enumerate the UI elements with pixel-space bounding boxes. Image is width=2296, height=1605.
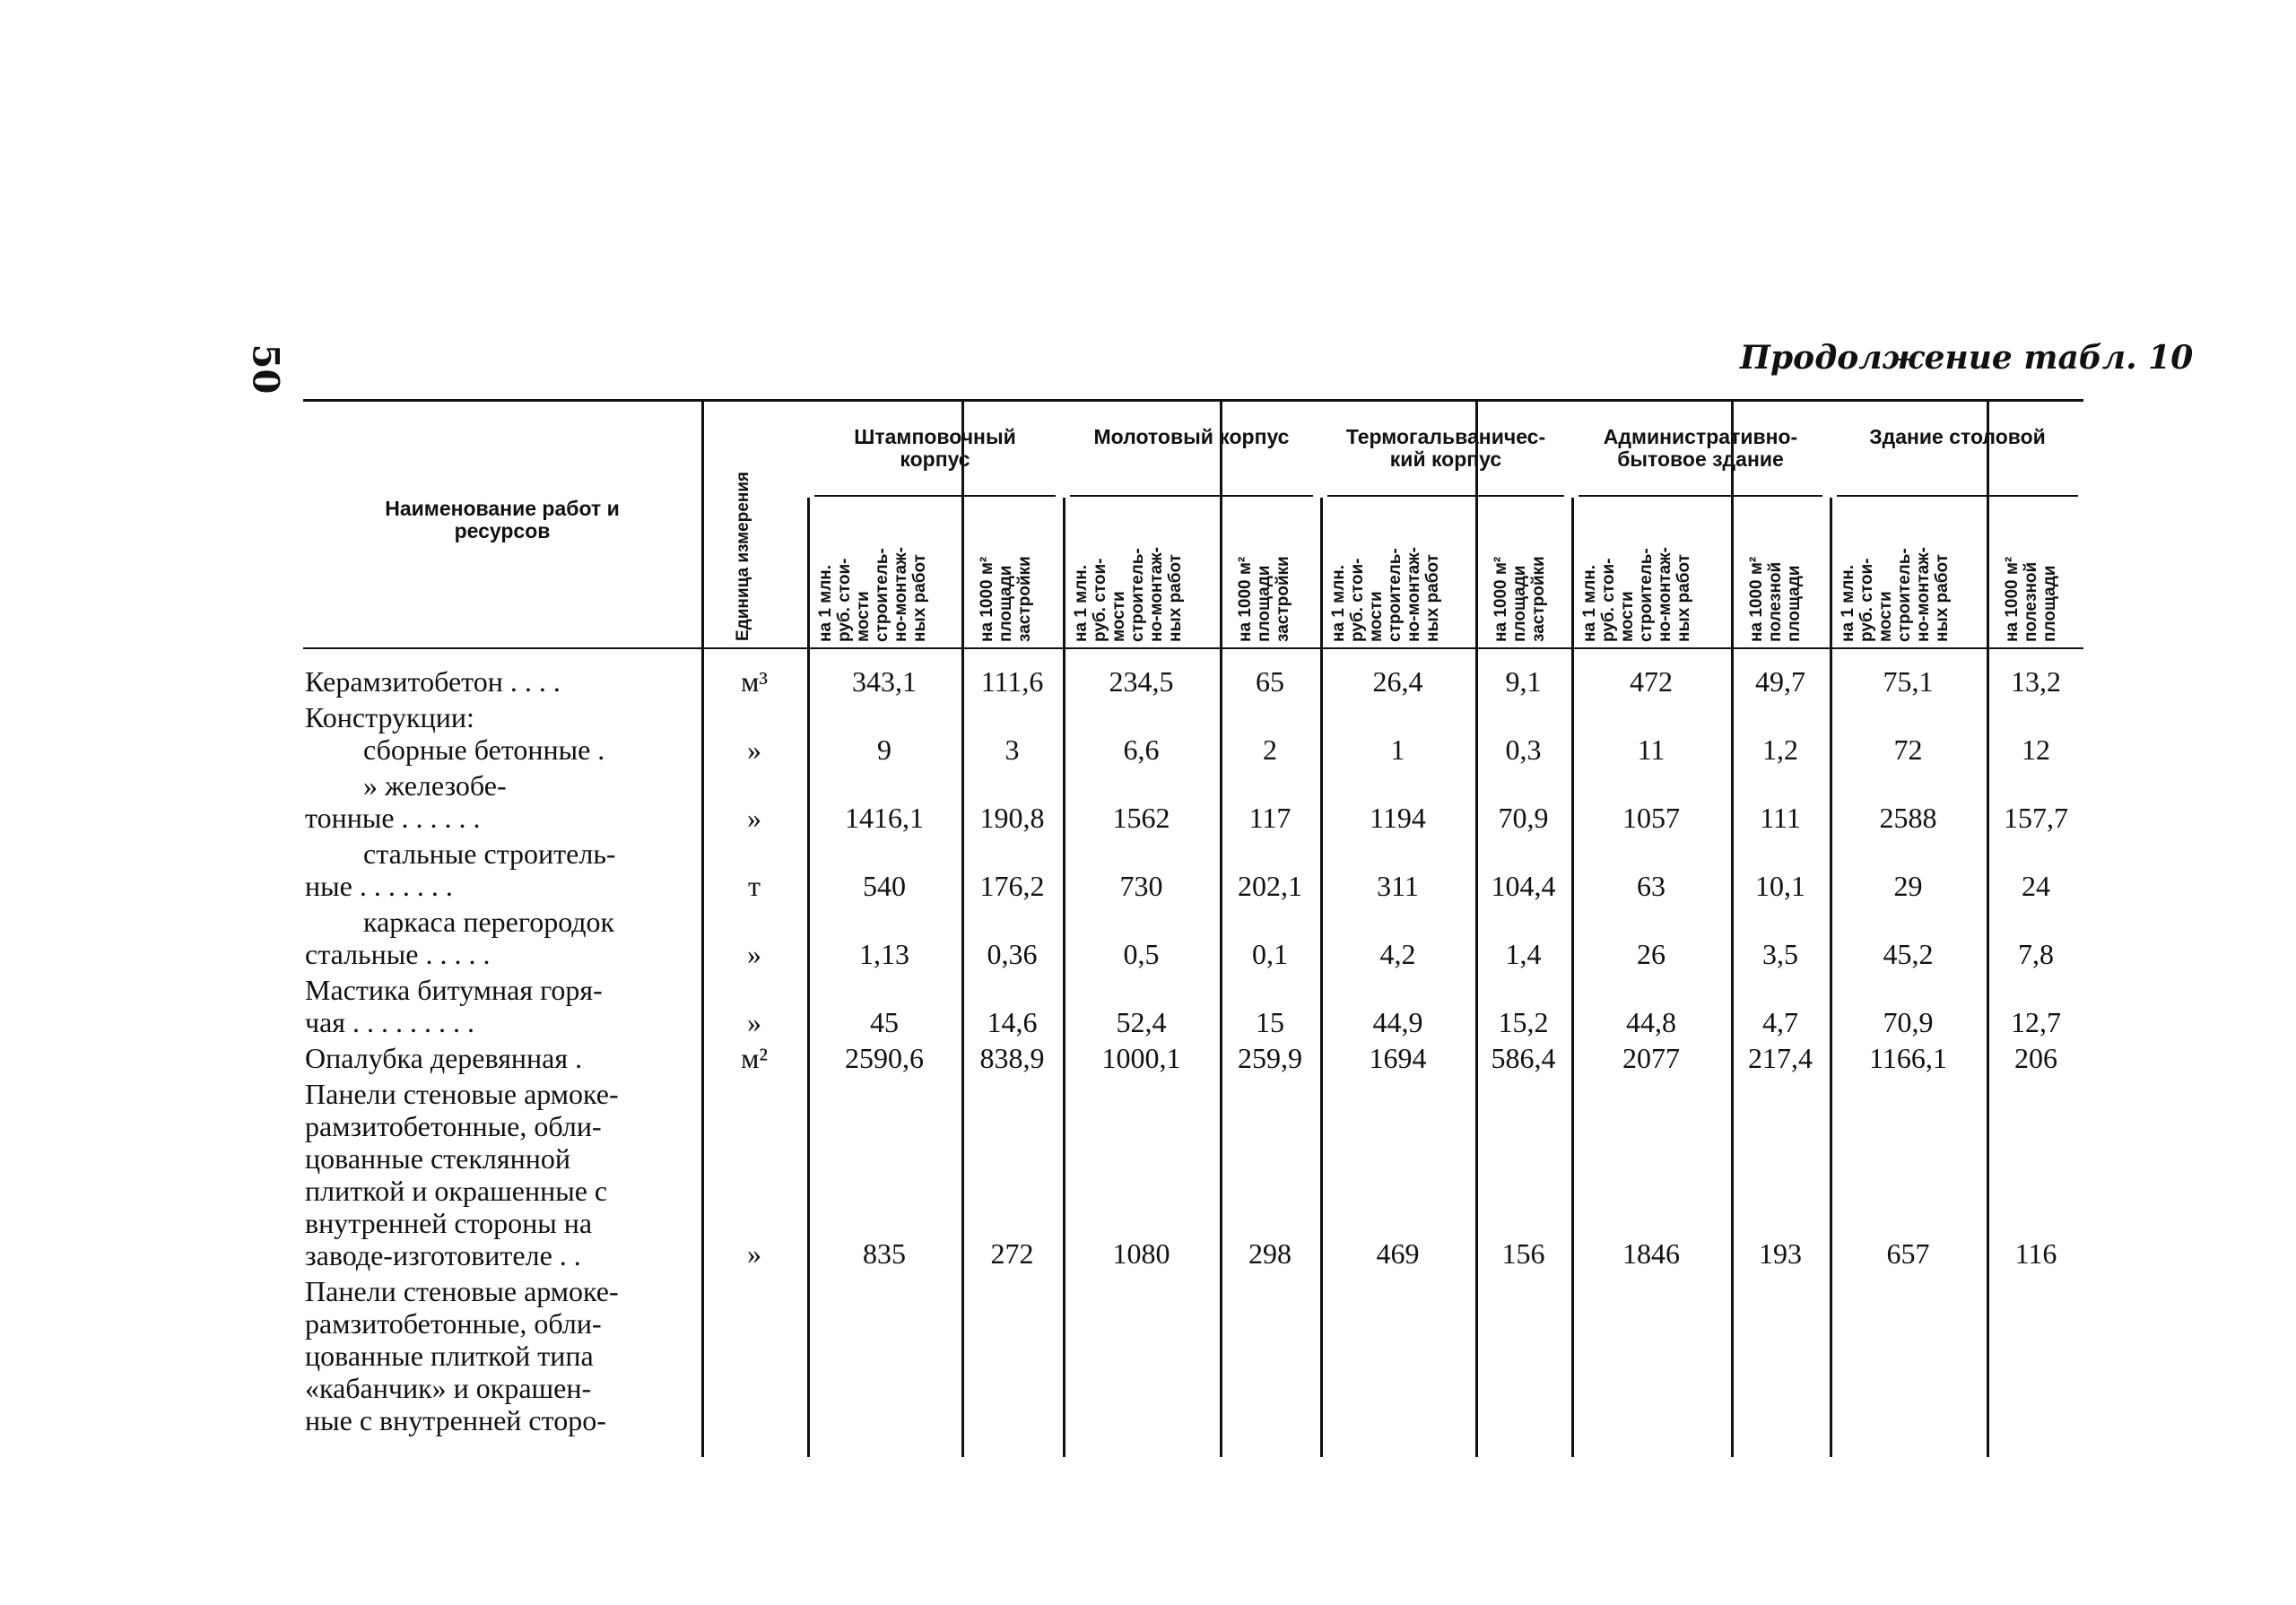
table-cell: 193 bbox=[1759, 1237, 1802, 1270]
table-cell: 6,6 bbox=[1123, 733, 1160, 766]
table-cell: 70,9 bbox=[1883, 1006, 1934, 1038]
table-cell: 190,8 bbox=[979, 802, 1045, 834]
row-name: заводе-изготовителе . . bbox=[305, 1239, 581, 1271]
header-subcolumn-per-1000m2: на 1000 м² площади застройки bbox=[1236, 556, 1292, 642]
table-cell: 14,6 bbox=[987, 1006, 1038, 1038]
header-subcolumn-per-1000m2: на 1000 м² площади застройки bbox=[978, 556, 1034, 642]
row-unit: т bbox=[748, 870, 761, 902]
row-unit: м² bbox=[741, 1042, 768, 1074]
table-cell: 44,8 bbox=[1626, 1006, 1676, 1038]
group-underline bbox=[1327, 495, 1564, 497]
table-cell: 157,7 bbox=[2004, 802, 2068, 834]
header-subcolumn-per-million: на 1 млн. руб. стои- мости строитель- но-монтаж- ных работ bbox=[1580, 547, 1693, 642]
table-cell: 117 bbox=[1248, 802, 1292, 834]
table-cell: 1694 bbox=[1369, 1042, 1427, 1074]
table-cell: 176,2 bbox=[979, 870, 1045, 902]
table-cell: 1000,1 bbox=[1101, 1042, 1181, 1074]
row-unit: » bbox=[747, 1006, 761, 1038]
header-unit-column: Единица измерения bbox=[734, 471, 752, 641]
table-cell: 65 bbox=[1256, 665, 1284, 698]
header-group-title: Штамповочный корпус bbox=[854, 425, 1016, 471]
table-cell: 12,7 bbox=[2011, 1006, 2061, 1038]
table-cell: 1,2 bbox=[1762, 733, 1798, 766]
column-divider bbox=[701, 399, 704, 1457]
table-cell: 586,4 bbox=[1491, 1042, 1556, 1074]
table-cell: 9,1 bbox=[1505, 665, 1542, 698]
table-cell: 298 bbox=[1248, 1237, 1292, 1270]
page-number: 50 bbox=[244, 343, 287, 395]
table-cell: 469 bbox=[1376, 1237, 1420, 1270]
table-cell: 13,2 bbox=[2011, 665, 2061, 698]
table-cell: 835 bbox=[863, 1237, 906, 1270]
table-cell: 2077 bbox=[1622, 1042, 1680, 1074]
row-name: рамзитобетонные, обли- bbox=[305, 1307, 602, 1340]
column-divider bbox=[1063, 498, 1065, 1457]
table-cell: 0,36 bbox=[987, 938, 1038, 970]
table-cell: 0,1 bbox=[1252, 938, 1288, 970]
column-divider bbox=[1220, 399, 1222, 1457]
row-name: Конструкции: bbox=[305, 701, 474, 733]
column-divider bbox=[1475, 399, 1478, 1457]
row-unit: » bbox=[747, 1237, 761, 1270]
table-cell: 540 bbox=[863, 870, 906, 902]
table-cell: 1,4 bbox=[1505, 938, 1542, 970]
row-unit: » bbox=[747, 802, 761, 834]
row-name: каркаса перегородок bbox=[363, 906, 615, 938]
column-divider bbox=[807, 498, 810, 1457]
table-cell: 45 bbox=[870, 1006, 899, 1038]
table-cell: 730 bbox=[1119, 870, 1163, 902]
table-cell: 156 bbox=[1501, 1237, 1545, 1270]
table-cell: 259,9 bbox=[1238, 1042, 1302, 1074]
table-cell: 70,9 bbox=[1498, 802, 1549, 834]
table-cell: 26 bbox=[1637, 938, 1665, 970]
column-divider bbox=[1731, 399, 1734, 1457]
row-name: чая . . . . . . . . . bbox=[305, 1006, 475, 1038]
group-underline bbox=[1070, 495, 1313, 497]
row-name: Керамзитобетон . . . . bbox=[305, 665, 561, 698]
table-cell: 52,4 bbox=[1116, 1006, 1167, 1038]
group-underline bbox=[1837, 495, 2078, 497]
header-subcolumn-per-million: на 1 млн. руб. стои- мости строитель- но-монтаж- ных работ bbox=[816, 547, 929, 642]
table-cell: 657 bbox=[1886, 1237, 1930, 1270]
table-cell: 44,9 bbox=[1372, 1006, 1423, 1038]
group-underline bbox=[1578, 495, 1822, 497]
row-name: стальные строитель- bbox=[363, 837, 616, 870]
table-cell: 9 bbox=[877, 733, 891, 766]
row-unit: » bbox=[747, 733, 761, 766]
row-name: ные . . . . . . . bbox=[305, 870, 453, 902]
table-cell: 1,13 bbox=[859, 938, 909, 970]
table-cell: 12 bbox=[2022, 733, 2050, 766]
table-cell: 4,2 bbox=[1379, 938, 1416, 970]
table-cell: 11 bbox=[1637, 733, 1665, 766]
table-cell: 2 bbox=[1263, 733, 1277, 766]
table-cell: 2590,6 bbox=[845, 1042, 924, 1074]
table-cell: 26,4 bbox=[1372, 665, 1423, 698]
table-cell: 1562 bbox=[1112, 802, 1170, 834]
row-name: Опалубка деревянная . bbox=[305, 1042, 583, 1074]
row-name: » железобе- bbox=[363, 769, 507, 802]
table-cell: 206 bbox=[2014, 1042, 2057, 1074]
row-unit: м³ bbox=[741, 665, 768, 698]
table-cell: 7,8 bbox=[2018, 938, 2054, 970]
header-subcolumn-per-1000m2: на 1000 м² площади застройки bbox=[1492, 556, 1548, 642]
table-cell: 0,5 bbox=[1123, 938, 1160, 970]
table-cell: 111,6 bbox=[980, 665, 1044, 698]
row-name: внутренней стороны на bbox=[305, 1207, 593, 1239]
header-group-title: Административно- бытовое здание bbox=[1603, 425, 1798, 471]
row-name: Панели стеновые армоке- bbox=[305, 1275, 619, 1307]
table-cell: 3,5 bbox=[1762, 938, 1798, 970]
row-name: цованные плиткой типа bbox=[305, 1340, 594, 1372]
row-name: «кабанчик» и окрашен- bbox=[305, 1372, 592, 1404]
table-cell: 1416,1 bbox=[845, 802, 924, 834]
table-cell: 72 bbox=[1893, 733, 1923, 766]
header-name-column: Наименование работ и ресурсов bbox=[385, 497, 620, 542]
header-subcolumn-per-1000m2: на 1000 м² полезной площади bbox=[2003, 556, 2059, 642]
table-cell: 0,3 bbox=[1505, 733, 1542, 766]
table-cell: 75,1 bbox=[1883, 665, 1934, 698]
header-subcolumn-per-million: на 1 млн. руб. стои- мости строитель- но-монтаж- ных работ bbox=[1329, 547, 1442, 642]
header-subcolumn-per-1000m2: на 1000 м² полезной площади bbox=[1747, 556, 1804, 642]
row-name: ные с внутренней сторо- bbox=[305, 1404, 606, 1436]
table-cell: 1080 bbox=[1112, 1237, 1170, 1270]
table-cell: 343,1 bbox=[852, 665, 917, 698]
table-cell: 4,7 bbox=[1762, 1006, 1798, 1038]
table-cell: 24 bbox=[2022, 870, 2050, 902]
table-cell: 104,4 bbox=[1491, 870, 1556, 902]
table-cell: 1057 bbox=[1622, 802, 1680, 834]
column-divider bbox=[1987, 399, 1989, 1457]
table-cell: 45,2 bbox=[1883, 938, 1934, 970]
table-cell: 838,9 bbox=[979, 1042, 1045, 1074]
column-divider bbox=[1320, 498, 1323, 1457]
table-cell: 472 bbox=[1630, 665, 1673, 698]
row-name: плиткой и окрашенные с bbox=[305, 1175, 608, 1207]
table-cell: 111 bbox=[1760, 802, 1801, 834]
row-unit: » bbox=[747, 938, 761, 970]
table-cell: 1166,1 bbox=[1869, 1042, 1947, 1074]
row-name: сборные бетонные . bbox=[363, 733, 605, 766]
table-cell: 15,2 bbox=[1498, 1006, 1549, 1038]
column-divider bbox=[1571, 498, 1574, 1457]
row-name: рамзитобетонные, обли- bbox=[305, 1110, 602, 1142]
table-cell: 10,1 bbox=[1755, 870, 1805, 902]
table-cell: 217,4 bbox=[1748, 1042, 1813, 1074]
table-cell: 49,7 bbox=[1755, 665, 1805, 698]
table-cell: 234,5 bbox=[1109, 665, 1174, 698]
group-underline bbox=[814, 495, 1056, 497]
row-name: Мастика битумная горя- bbox=[305, 974, 603, 1006]
table-cell: 116 bbox=[2014, 1237, 2057, 1270]
table-top-rule bbox=[303, 399, 2083, 402]
table-cell: 1194 bbox=[1370, 802, 1426, 834]
table-cell: 202,1 bbox=[1238, 870, 1302, 902]
column-divider bbox=[1830, 498, 1832, 1457]
header-group-title: Термогальваничес- кий корпус bbox=[1345, 425, 1546, 471]
table-cell: 29 bbox=[1893, 870, 1923, 902]
row-name: Панели стеновые армоке- bbox=[305, 1078, 619, 1110]
header-bottom-rule bbox=[303, 647, 2083, 649]
table-cell: 311 bbox=[1377, 870, 1419, 902]
column-divider bbox=[961, 399, 964, 1457]
table-cell: 1 bbox=[1390, 733, 1405, 766]
row-name: тонные . . . . . . bbox=[305, 802, 481, 834]
header-subcolumn-per-million: на 1 млн. руб. стои- мости строитель- но-монтаж- ных работ bbox=[1072, 547, 1185, 642]
table-cell: 63 bbox=[1637, 870, 1665, 902]
table-cell: 3 bbox=[1004, 733, 1020, 766]
table-cell: 2588 bbox=[1879, 802, 1937, 834]
table-cell: 1846 bbox=[1622, 1237, 1680, 1270]
header-subcolumn-per-million: на 1 млн. руб. стои- мости строитель- но-монтаж- ных работ bbox=[1839, 547, 1952, 642]
header-group-title: Молотовый корпус bbox=[1093, 425, 1290, 448]
table-cell: 15 bbox=[1256, 1006, 1284, 1038]
header-group-title: Здание столовой bbox=[1869, 425, 2046, 448]
row-name: стальные . . . . . bbox=[305, 938, 491, 970]
table-continuation-title: Продолжение табл. 10 bbox=[1740, 339, 2194, 377]
row-name: цованные стеклянной bbox=[305, 1142, 570, 1175]
table-cell: 272 bbox=[990, 1237, 1034, 1270]
